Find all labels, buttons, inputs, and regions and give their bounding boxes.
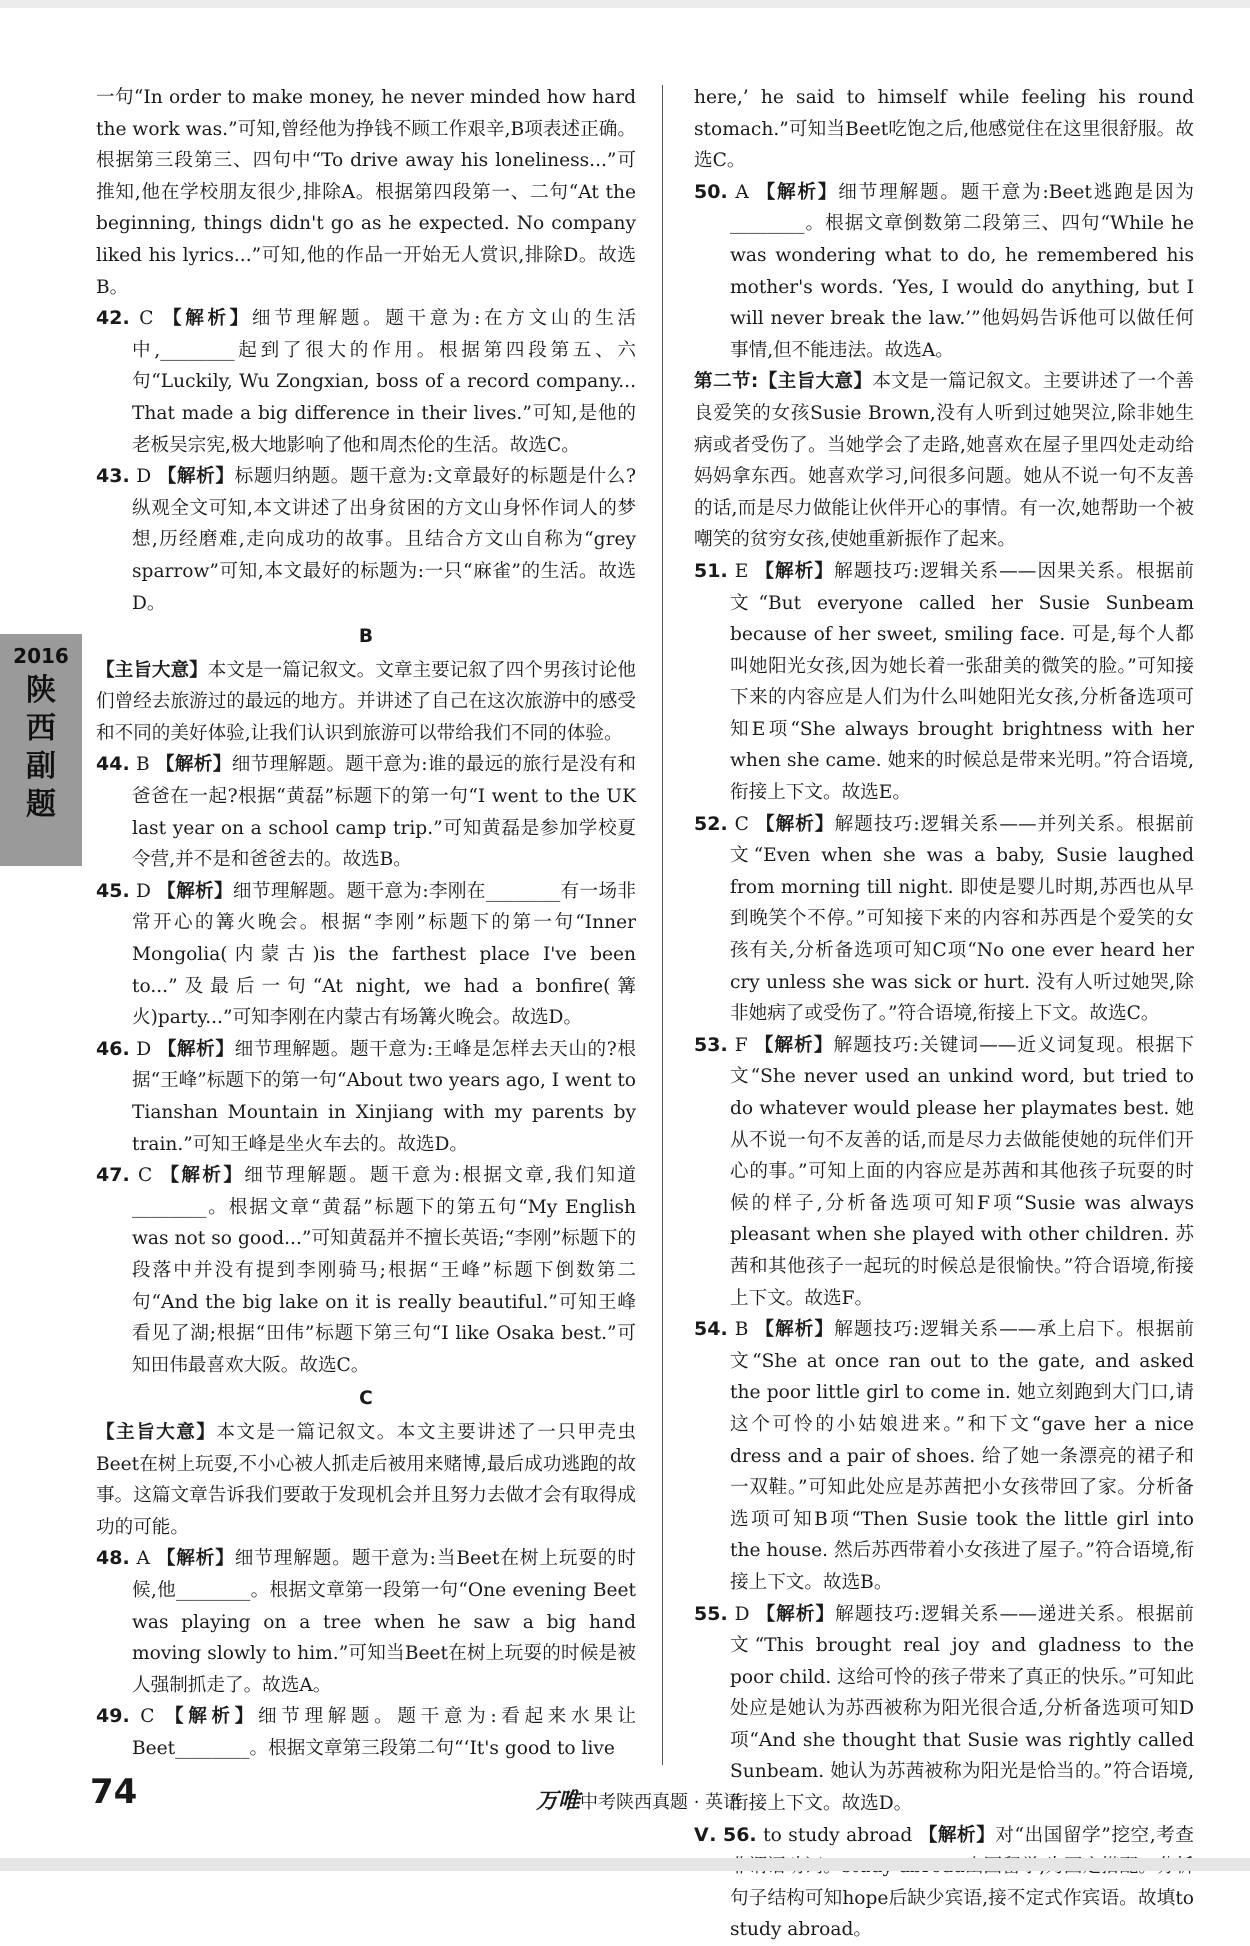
question-number: 53.	[694, 1033, 728, 1056]
analysis-text: 对“出国留学”挖空,考查 句子结构可知hope后缺少宾语,接不定式作宾语。故填to study abroad。	[730, 1824, 1194, 1941]
analysis-tag: 【解析】	[754, 1034, 834, 1056]
answer: A	[735, 181, 749, 203]
summary-text: 本文是一篇记叙文。主要讲述了一个善良爱笑的女孩Susie Brown,没有人听到过她哭泣,除非她生病或者受伤了。当她学会了走路,她喜欢在屋子里四处走动给妈妈拿东西。她喜欢学习,问很多问题。她从不说一句不友善的话,而是尽力做能让伙伴开心的事情。有一次,她帮助一个被嘲笑的贫穷女孩,使她重新振作了起来。	[694, 371, 1194, 551]
question-56	[694, 1820, 1194, 1946]
question-45	[96, 876, 636, 1034]
question-55	[694, 1599, 1194, 1820]
question-48	[96, 1543, 636, 1701]
question-number: 54.	[694, 1318, 728, 1341]
top-rule	[0, 0, 1250, 8]
summary-c	[96, 1417, 636, 1543]
answer: C	[137, 1165, 153, 1187]
analysis-text: 解题技巧:关键词——近义词复现。根据下文“She never used an unkind word, but tried to do whatever would please her playmates best. 她从不说一句不友善的话,而是尽力去做能使她的玩伴们开心的事。”可知上面的内容应是苏茜和其他孩子玩耍的时候的样子,分析备选项可知F项“Susie was always pleasant when she played with other children. 苏茜和其他孩子一起玩的时候总是很愉快。”符合语境,衔接上下文。故选F。	[730, 1034, 1194, 1309]
question-number: 56.	[722, 1823, 757, 1846]
answer: E	[734, 560, 749, 582]
analysis-tag: 【解析】	[755, 560, 835, 582]
analysis-tag: 【解析】	[756, 1603, 836, 1625]
q49-continuation: here,’ he said to himself while feeling his round stomach.”可知当Beet吃饱之后,他感觉住在这里很舒服。故选C。	[694, 87, 1194, 172]
section-roman: Ⅴ.	[694, 1823, 717, 1846]
answer: D	[734, 1603, 750, 1625]
q41-continuation: 一句“In order to make money, he never minded how hard the work was.”可知,曾经他为挣钱不顾工作艰辛,B项表述正确。根据第三段第三、四句中“To drive away his loneliness...”可推知,他在学校朋友很少,排除A。根据第四段第一、二句“At the beginning, things didn't go as he expected. No company liked his lyrics...”可知,他的作品一开始无人赏识,排除D。故选B。	[96, 87, 636, 298]
question-52	[694, 809, 1194, 1030]
bottom-band	[0, 1858, 1250, 1871]
analysis-text: 细节理解题。题干意为:谁的最远的旅行是没有和爸爸在一起?根据“黄磊”标题下的第一句“I went to the UK last year on a school camp trip.”可知黄磊是参加学校夏令营,并不是和爸爸去的。故选B。	[132, 754, 636, 871]
question-number: 42.	[96, 307, 130, 330]
analysis-tag: 【解析】	[157, 880, 233, 902]
analysis-text: 细节理解题。题干意为:当Beet在树上玩耍的时候,他________。根据文章第一段第一句“One evening Beet was playing on a tree when he saw a big hand moving slowly to him.”可知当Beet在树上玩耍的时候是被人强制抓走了。故选A。	[132, 1548, 636, 1696]
analysis-tag: 【解析】	[156, 1548, 235, 1570]
section-2-summary	[694, 366, 1194, 556]
analysis-tag: 【解析】	[163, 308, 252, 330]
side-tab-label: 陕西副题	[26, 673, 56, 822]
question-number: 43.	[96, 465, 130, 488]
analysis-text: 解题技巧:逻辑关系——因果关系。根据前文“But everyone called her Susie Sunbeam because of her sweet, smiling face. 可是,每个人都叫她阳光女孩,因为她长着一张甜美的微笑的脸。”可知接下来的内容应是人们为什么叫她阳光女孩,分析备选项可知E项“She always brought brightness with her when she came. 她来的时候总是带来光明。”符合语境,衔接上下文。故选E。	[730, 560, 1194, 804]
question-number: 55.	[694, 1602, 728, 1625]
answer: to study abroad	[763, 1824, 913, 1846]
question-number: 51.	[694, 559, 728, 582]
answer: C	[140, 1706, 155, 1728]
analysis-tag: 【解析】	[918, 1824, 996, 1846]
summary-tag: 【主旨大意】	[96, 659, 208, 681]
summary-tag: 【主旨大意】	[96, 1421, 217, 1443]
question-44	[96, 749, 636, 875]
analysis-tag: 【解析】	[157, 466, 235, 488]
left-column	[96, 82, 636, 1764]
analysis-text: 细节理解题。题干意为:根据文章,我们知道________。根据文章“黄磊”标题下的第五句“My English was not so good...”可知黄磊并不擅长英语;“李刚”标题下的段落中并没有提到李刚骑马;根据“王峰”标题下倒数第二句“And the big lake on it is really beautiful.”可知王峰看见了湖;根据“田伟”标题下第三句“I like Osaka best.”可知田伟最喜欢大阪。故选C。	[132, 1165, 636, 1376]
analysis-text: 解题技巧:逻辑关系——并列关系。根据前文“Even when she was a baby, Susie laughed from morning till night. 即使是婴儿时期,苏西也从早到晚笑个不停。”可知接下来的内容和苏西是个爱笑的女孩有关,分析备选项可知C项“No one ever heard her cry unless she was sick or hurt. 没有人听过她哭,除非她病了或受伤了。”符合语境,衔接上下文。故选C。	[730, 813, 1194, 1025]
analysis-tag: 【解析】	[756, 181, 839, 203]
question-51	[694, 556, 1194, 809]
question-number: 50.	[694, 180, 728, 203]
question-number: 49.	[96, 1705, 130, 1728]
analysis-text: 标题归纳题。题干意为:文章最好的标题是什么?纵观全文可知,本文讲述了出身贫困的方文山身怀作词人的梦想,历经磨难,走向成功的故事。且结合方文山自称为“grey sparrow”可知,本文最好的标题为:一只“麻雀”的生活。故选D。	[132, 466, 636, 614]
analysis-tag: 【解析】	[155, 754, 232, 776]
question-number: 47.	[96, 1164, 130, 1187]
analysis-tag: 【解析】	[165, 1706, 258, 1728]
question-number: 52.	[694, 812, 728, 835]
summary-text: 本文是一篇记叙文。本文主要讲述了一只甲壳虫Beet在树上玩耍,不小心被人抓走后被用来赌博,最后成功逃跑的故事。这篇文章告诉我们要敢于发现机会并且努力去做才会有取得成功的可能。	[96, 1421, 636, 1538]
side-tab	[0, 634, 82, 866]
page-number: 74	[90, 1772, 138, 1812]
footer-title	[536, 1784, 741, 1815]
section-c-heading: C	[359, 1388, 373, 1410]
question-43	[96, 461, 636, 619]
answer: B	[734, 1319, 749, 1341]
question-number: 46.	[96, 1037, 130, 1060]
analysis-tag: 【解析】	[157, 1038, 235, 1060]
answer: C	[734, 813, 749, 835]
answer: D	[136, 1038, 152, 1060]
side-tab-year: 2016	[13, 644, 69, 668]
analysis-text: 细节理解题。题干意为:王峰是怎样去天山的?根据“王峰”标题下的第一句“About two years ago, I went to Tianshan Mountain in Xinjiang with my parents by train.”可知王峰是坐火车去的。故选D。	[132, 1038, 636, 1155]
analysis-text: 解题技巧:逻辑关系——递进关系。根据前文“This brought real joy and gladness to the poor child. 这给可怜的孩子带来了真正的快乐。”可知此处应是她认为苏西被称为阳光很合适,分析备选项可知D项“And she thought that Susie was rightly called Sunbeam. 她认为苏茜被称为阳光是恰当的。”符合语境,衔接上下文。故选D。	[730, 1603, 1194, 1815]
question-47	[96, 1160, 636, 1381]
question-49	[96, 1701, 636, 1764]
question-number: 44.	[96, 753, 130, 776]
answer: A	[136, 1548, 150, 1570]
section-b-heading: B	[358, 626, 374, 648]
summary-text: 本文是一篇记叙文。文章主要记叙了四个男孩讨论他们曾经去旅游过的最远的地方。并讲述了自己在这次旅游中的感受和不同的美好体验,让我们认识到旅游可以带给我们不同的体验。	[96, 659, 636, 744]
brand-logo: 万唯	[536, 1789, 581, 1814]
answer: F	[734, 1034, 748, 1056]
answer: D	[136, 466, 152, 488]
analysis-text: 细节理解题。题干意为:Beet逃跑是因为________。根据文章倒数第二段第三、四句“While he was wondering what to do, he remembered his mother's words. ‘Yes, I would do anything, but I will never break the law.’”他妈妈告诉他可以做任何事情,但不能违法。故选A。	[730, 181, 1194, 361]
question-54	[694, 1314, 1194, 1598]
footer-book-title: 中考陕西真题 · 英语	[580, 1792, 742, 1813]
question-53	[694, 1030, 1194, 1314]
summary-tag: 第二节:【主旨大意】	[694, 371, 873, 393]
question-number: 45.	[96, 879, 130, 902]
column-divider	[662, 85, 663, 1765]
analysis-tag: 【解析】	[160, 1165, 245, 1187]
analysis-tag: 【解析】	[755, 813, 835, 835]
question-50	[694, 177, 1194, 367]
analysis-text: 解题技巧:逻辑关系——承上启下。根据前文“She at once ran out to the gate, and asked the poor little girl to come in. 她立刻跑到大门口,请这个可怜的小姑娘进来。”和下文“gave her a nice dress and a pair of shoes. 给了她一条漂亮的裙子和一双鞋。”可知此处应是苏茜把小女孩带回了家。分析备选项可知B项“Then Susie took the little girl into the house. 然后苏西带着小女孩进了屋子。”符合语境,衔接上下文。故选B。	[730, 1319, 1194, 1593]
analysis-text: 细节理解题。题干意为:李刚在________有一场非常开心的篝火晚会。根据“李刚”标题下的第一句“Inner Mongolia(内蒙古)is the farthest place I've been to...”及最后一句“At night, we had a bonfire(篝火)party...”可知李刚在内蒙古有场篝火晚会。故选D。	[132, 880, 636, 1029]
answer: B	[135, 754, 150, 776]
answer: D	[135, 880, 151, 902]
answer: C	[139, 308, 154, 330]
summary-b	[96, 655, 636, 750]
question-46	[96, 1034, 636, 1160]
analysis-text: 细节理解题。题干意为:在方文山的生活中,________起到了很大的作用。根据第四段第五、六句“Luckily, Wu Zongxian, boss of a record company... That made a big difference in their lives.”可知,是他的老板吴宗宪,极大地影响了他和周杰伦的生活。故选C。	[132, 308, 636, 456]
question-42	[96, 303, 636, 461]
analysis-tag: 【解析】	[755, 1319, 835, 1341]
question-number: 48.	[96, 1547, 130, 1570]
analysis-text: 细节理解题。题干意为:看起来水果让Beet________。根据文章第三段第二句“‘It's good to live	[132, 1706, 636, 1759]
right-column	[694, 82, 1194, 1946]
